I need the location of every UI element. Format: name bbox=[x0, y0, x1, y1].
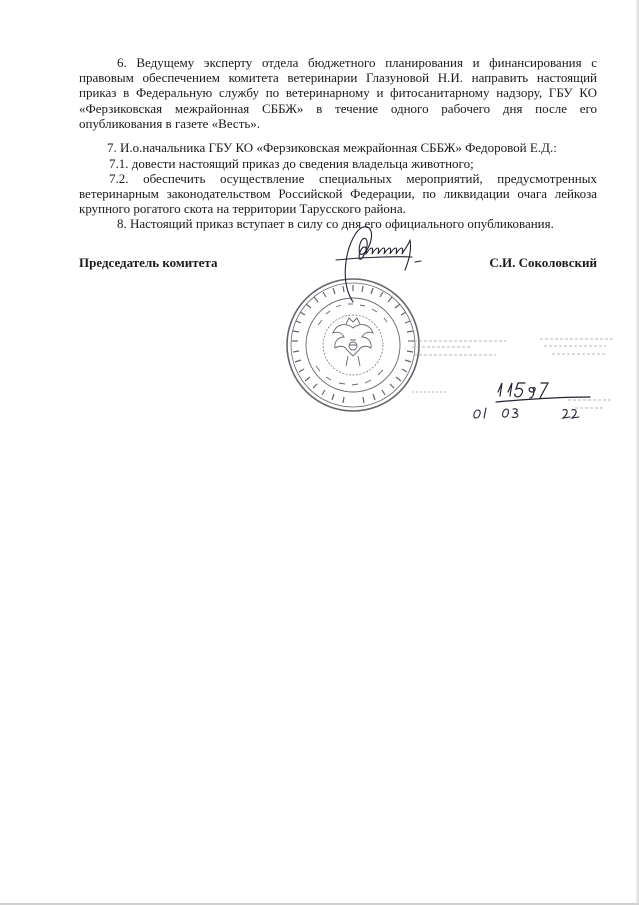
handwritten-signature bbox=[336, 227, 421, 302]
signatory-name: С.И. Соколовский bbox=[489, 255, 597, 270]
seal-ring-lettering bbox=[292, 285, 414, 403]
coat-of-arms-icon bbox=[333, 318, 373, 366]
paragraph-6: 6. Ведущему эксперту отдела бюджетного планирования и финансирования с правовым обеспечением комитета ветеринарии Глазуновой Н.И. направить настоящий приказ в Федеральную службу по ветеринарному и фитосанитарному надзору, ГБУ КО «Ферзиковская межрайонная СББЖ» в течение одного рабочего дня после его опубликования в газете «Весть». bbox=[79, 55, 597, 131]
official-seal bbox=[287, 279, 419, 411]
registration-stamp-residue bbox=[409, 339, 613, 408]
paragraph-7-1: 7.1. довести настоящий приказ до сведения владельца животного; bbox=[109, 156, 474, 171]
seal-middle-lettering bbox=[316, 304, 387, 385]
paragraph-7-2: 7.2. обеспечить осуществление специальных мероприятий, предусмотренных ветеринарным законодательством Российской Федерации, по ликвидации очага лейкоза крупного рогатого скота на территории Тарусского района. bbox=[79, 171, 597, 217]
paragraph-7: 7. И.о.начальника ГБУ КО «Ферзиковская межрайонная СББЖ» Федоровой Е.Д.: bbox=[107, 140, 557, 155]
paragraph-8: 8. Настоящий приказ вступает в силу со дня его официального опубликования. bbox=[117, 216, 554, 231]
handwritten-registration-date bbox=[474, 408, 579, 418]
handwritten-registration-number bbox=[496, 383, 590, 402]
signatory-role: Председатель комитета bbox=[79, 255, 218, 270]
